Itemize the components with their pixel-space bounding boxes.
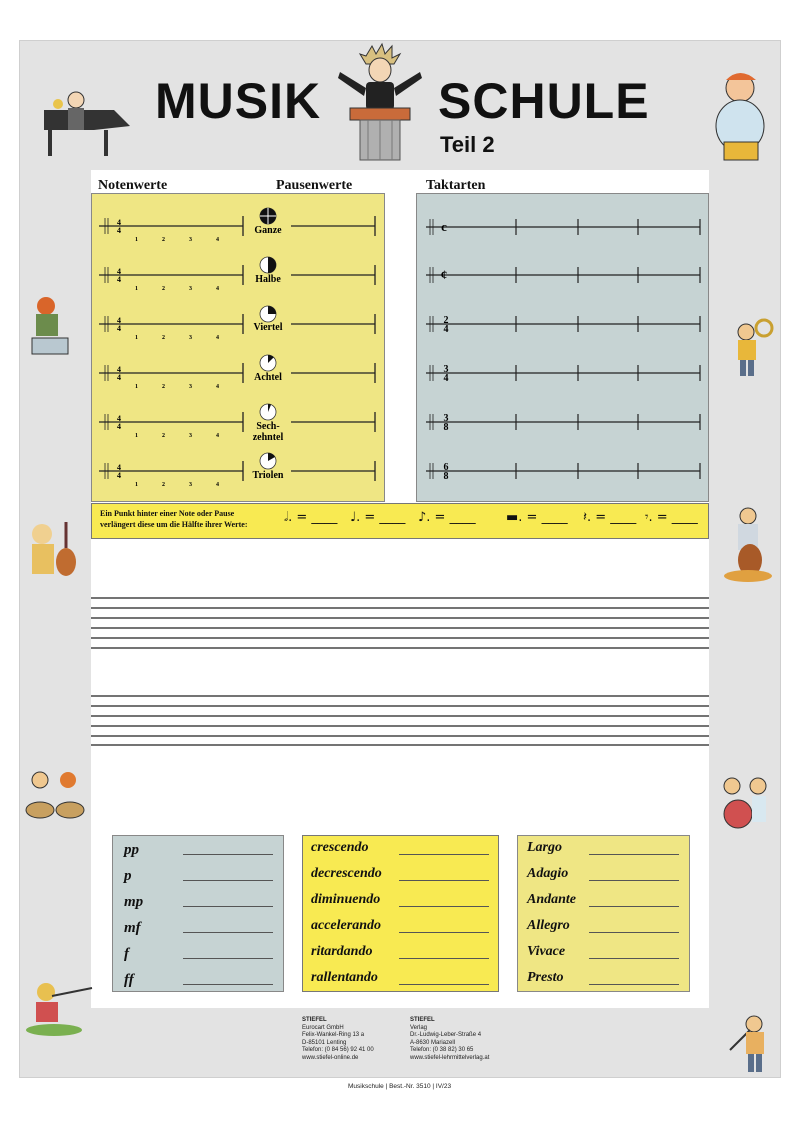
dotted-note-item: ▬. = ____ xyxy=(506,510,568,525)
flutist-illustration xyxy=(24,978,94,1040)
answer-line xyxy=(183,906,273,907)
beat-number: 2 xyxy=(162,286,165,292)
time-sig-bottom: 4 xyxy=(117,373,121,382)
time-sig-bottom: 8 xyxy=(443,471,449,482)
answer-line xyxy=(399,854,489,855)
beat-number: 2 xyxy=(162,335,165,341)
beat-number: 3 xyxy=(189,384,192,390)
beat-number: 4 xyxy=(216,482,219,488)
answer-line xyxy=(589,854,679,855)
beat-number: 4 xyxy=(216,384,219,390)
dynamics-term: p xyxy=(124,868,132,884)
note-value-label: Sech- zehntel xyxy=(252,421,284,443)
dynamics-term: mf xyxy=(124,920,141,936)
footer-line: Eurocart GmbH xyxy=(302,1024,344,1031)
note-value-label: Viertel xyxy=(253,322,283,333)
dotted-note-item: ♪. = ____ xyxy=(418,510,476,525)
footer-line: STIEFEL xyxy=(410,1017,435,1023)
dynamics-term: ff xyxy=(124,972,134,988)
time-sig-top: 4 xyxy=(117,463,121,472)
tempo-change-term: accelerando xyxy=(311,918,381,933)
answer-line xyxy=(183,984,273,985)
dynamics-term: mp xyxy=(124,894,144,910)
beat-number: 2 xyxy=(162,433,165,439)
time-sig-top: 3 xyxy=(443,413,449,424)
footer-line: Dr.-Ludwig-Leber-Straße 4 xyxy=(410,1032,482,1038)
dotted-note-item: 𝅗𝅥. = ____ xyxy=(284,510,338,525)
cellist-illustration xyxy=(718,504,780,584)
footer-line: Telefon: (0 38 82) 30 65 xyxy=(410,1047,474,1053)
tempo-change-term: decrescendo xyxy=(311,866,382,881)
beat-number: 4 xyxy=(216,286,219,292)
footer-line: www.stiefel-online.de xyxy=(302,1054,359,1061)
note-value-label: Halbe xyxy=(255,274,281,285)
tempo-term: Largo xyxy=(527,840,562,855)
timpani-players-illustration xyxy=(20,766,88,836)
singer-illustration xyxy=(704,66,780,166)
footer-order-number: Musikschule | Best.-Nr. 3510 | IV/23 xyxy=(348,1083,452,1090)
note-value-label: Triolen xyxy=(252,470,284,481)
dynamics-term: f xyxy=(124,946,129,962)
pianist-illustration xyxy=(34,80,134,160)
beat-number: 2 xyxy=(162,237,165,243)
tempo-change-term: rallentando xyxy=(311,970,378,985)
beat-number: 1 xyxy=(135,237,138,243)
drummer-illustration xyxy=(26,292,74,362)
tempo-term: Vivace xyxy=(527,944,566,959)
time-sig-bottom: 8 xyxy=(443,422,449,433)
beat-number: 2 xyxy=(162,384,165,390)
time-sig-top: 4 xyxy=(117,414,121,423)
beat-number: 1 xyxy=(135,335,138,341)
quarter-circle-icon xyxy=(260,306,276,322)
tempo-terms-box xyxy=(517,835,690,992)
conductor-figure xyxy=(338,44,422,160)
beat-number: 3 xyxy=(189,433,192,439)
bass-drum-players-illustration xyxy=(712,774,776,842)
taktarten-heading: Taktarten xyxy=(426,178,486,193)
time-sig-bottom: 4 xyxy=(443,373,449,384)
time-sig-bottom: 4 xyxy=(443,324,449,335)
beat-number: 4 xyxy=(216,335,219,341)
time-sig-symbol: ¢ xyxy=(440,267,448,282)
footer-line: Verlag xyxy=(410,1024,428,1031)
beat-number: 1 xyxy=(135,384,138,390)
beat-number: 3 xyxy=(189,237,192,243)
half-circle-icon xyxy=(260,257,276,273)
answer-line xyxy=(399,906,489,907)
time-sig-bottom: 4 xyxy=(117,422,121,431)
clarinetist-illustration xyxy=(720,1010,778,1076)
footer-line: A-8630 Mariazell xyxy=(410,1039,456,1046)
title-schule: SCHULE xyxy=(438,73,650,129)
dotted-note-item: 𝄽. = ____ xyxy=(583,510,637,525)
tempo-change-term: crescendo xyxy=(311,840,369,855)
beat-number: 3 xyxy=(189,482,192,488)
sixteenth-circle-icon xyxy=(260,404,276,420)
time-sig-top: 3 xyxy=(443,364,449,375)
footer-line: STIEFEL xyxy=(302,1017,327,1023)
footer-line: www.stiefel-lehrmittelverlag.at xyxy=(410,1054,490,1061)
dotted-note-item: 𝄾. = ____ xyxy=(645,510,698,525)
footer-address-right xyxy=(410,1017,489,1062)
footer-line: Telefon: (0 84 56) 92 41 00 xyxy=(302,1047,374,1053)
answer-line xyxy=(589,958,679,959)
time-sig-top: 6 xyxy=(443,462,449,473)
answer-line xyxy=(183,880,273,881)
beat-number: 3 xyxy=(189,286,192,292)
tempo-changes-box xyxy=(302,835,499,992)
footer-address-left xyxy=(302,1017,374,1062)
tempo-change-term: ritardando xyxy=(311,944,373,959)
dotted-note-item: ♩. = ____ xyxy=(350,510,406,525)
notenwerte-heading: Notenwerte xyxy=(98,178,168,193)
beat-number: 4 xyxy=(216,433,219,439)
answer-line xyxy=(589,880,679,881)
answer-line xyxy=(399,958,489,959)
answer-line xyxy=(183,854,273,855)
dynamics-term: pp xyxy=(124,842,139,858)
footer-line: Felix-Wankel-Ring 13 a xyxy=(302,1032,365,1038)
conductor-illustration xyxy=(330,42,430,168)
note-value-staves xyxy=(91,193,385,502)
beat-number: 2 xyxy=(162,482,165,488)
answer-line xyxy=(399,932,489,933)
answer-line xyxy=(589,984,679,985)
triplet-circle-icon xyxy=(260,453,276,469)
time-sig-bottom: 4 xyxy=(117,275,121,284)
time-sig-top: 4 xyxy=(117,365,121,374)
time-sig-symbol: c xyxy=(441,219,447,234)
answer-line xyxy=(589,906,679,907)
beat-number: 4 xyxy=(216,237,219,243)
beat-number: 1 xyxy=(135,482,138,488)
note-value-label: Achtel xyxy=(254,372,282,383)
whole-circle-icon xyxy=(260,208,276,224)
horn-player-illustration xyxy=(728,316,776,380)
answer-line xyxy=(399,984,489,985)
empty-staves xyxy=(91,590,709,750)
pausenwerte-heading: Pausenwerte xyxy=(276,178,353,193)
guitarist-illustration xyxy=(22,512,82,588)
tempo-term: Adagio xyxy=(527,866,569,881)
tempo-term: Presto xyxy=(527,970,564,985)
answer-line xyxy=(589,932,679,933)
time-sig-top: 4 xyxy=(117,218,121,227)
time-sig-top: 2 xyxy=(443,315,449,326)
time-sig-top: 4 xyxy=(117,267,121,276)
tempo-change-term: diminuendo xyxy=(311,892,381,907)
time-sig-bottom: 4 xyxy=(117,226,121,235)
time-sig-top: 4 xyxy=(117,316,121,325)
tempo-term: Allegro xyxy=(527,918,570,933)
tempo-term: Andante xyxy=(527,892,577,907)
note-value-label: Ganze xyxy=(254,225,282,236)
time-sig-bottom: 4 xyxy=(117,324,121,333)
time-sig-bottom: 4 xyxy=(117,471,121,480)
answer-line xyxy=(183,958,273,959)
footer-line: D-85101 Lenting xyxy=(302,1039,347,1046)
beat-number: 1 xyxy=(135,433,138,439)
answer-line xyxy=(399,880,489,881)
beat-number: 1 xyxy=(135,286,138,292)
time-signature-staves xyxy=(416,193,709,502)
answer-line xyxy=(183,932,273,933)
title-musik: MUSIK xyxy=(155,73,322,129)
beat-number: 3 xyxy=(189,335,192,341)
dotted-note-line2: verlängert diese um die Hälfte ihrer Werte: xyxy=(100,520,248,529)
eighth-circle-icon xyxy=(260,355,276,371)
dotted-note-line1: Ein Punkt hinter einer Note oder Pause xyxy=(100,509,235,518)
subtitle: Teil 2 xyxy=(440,132,495,157)
